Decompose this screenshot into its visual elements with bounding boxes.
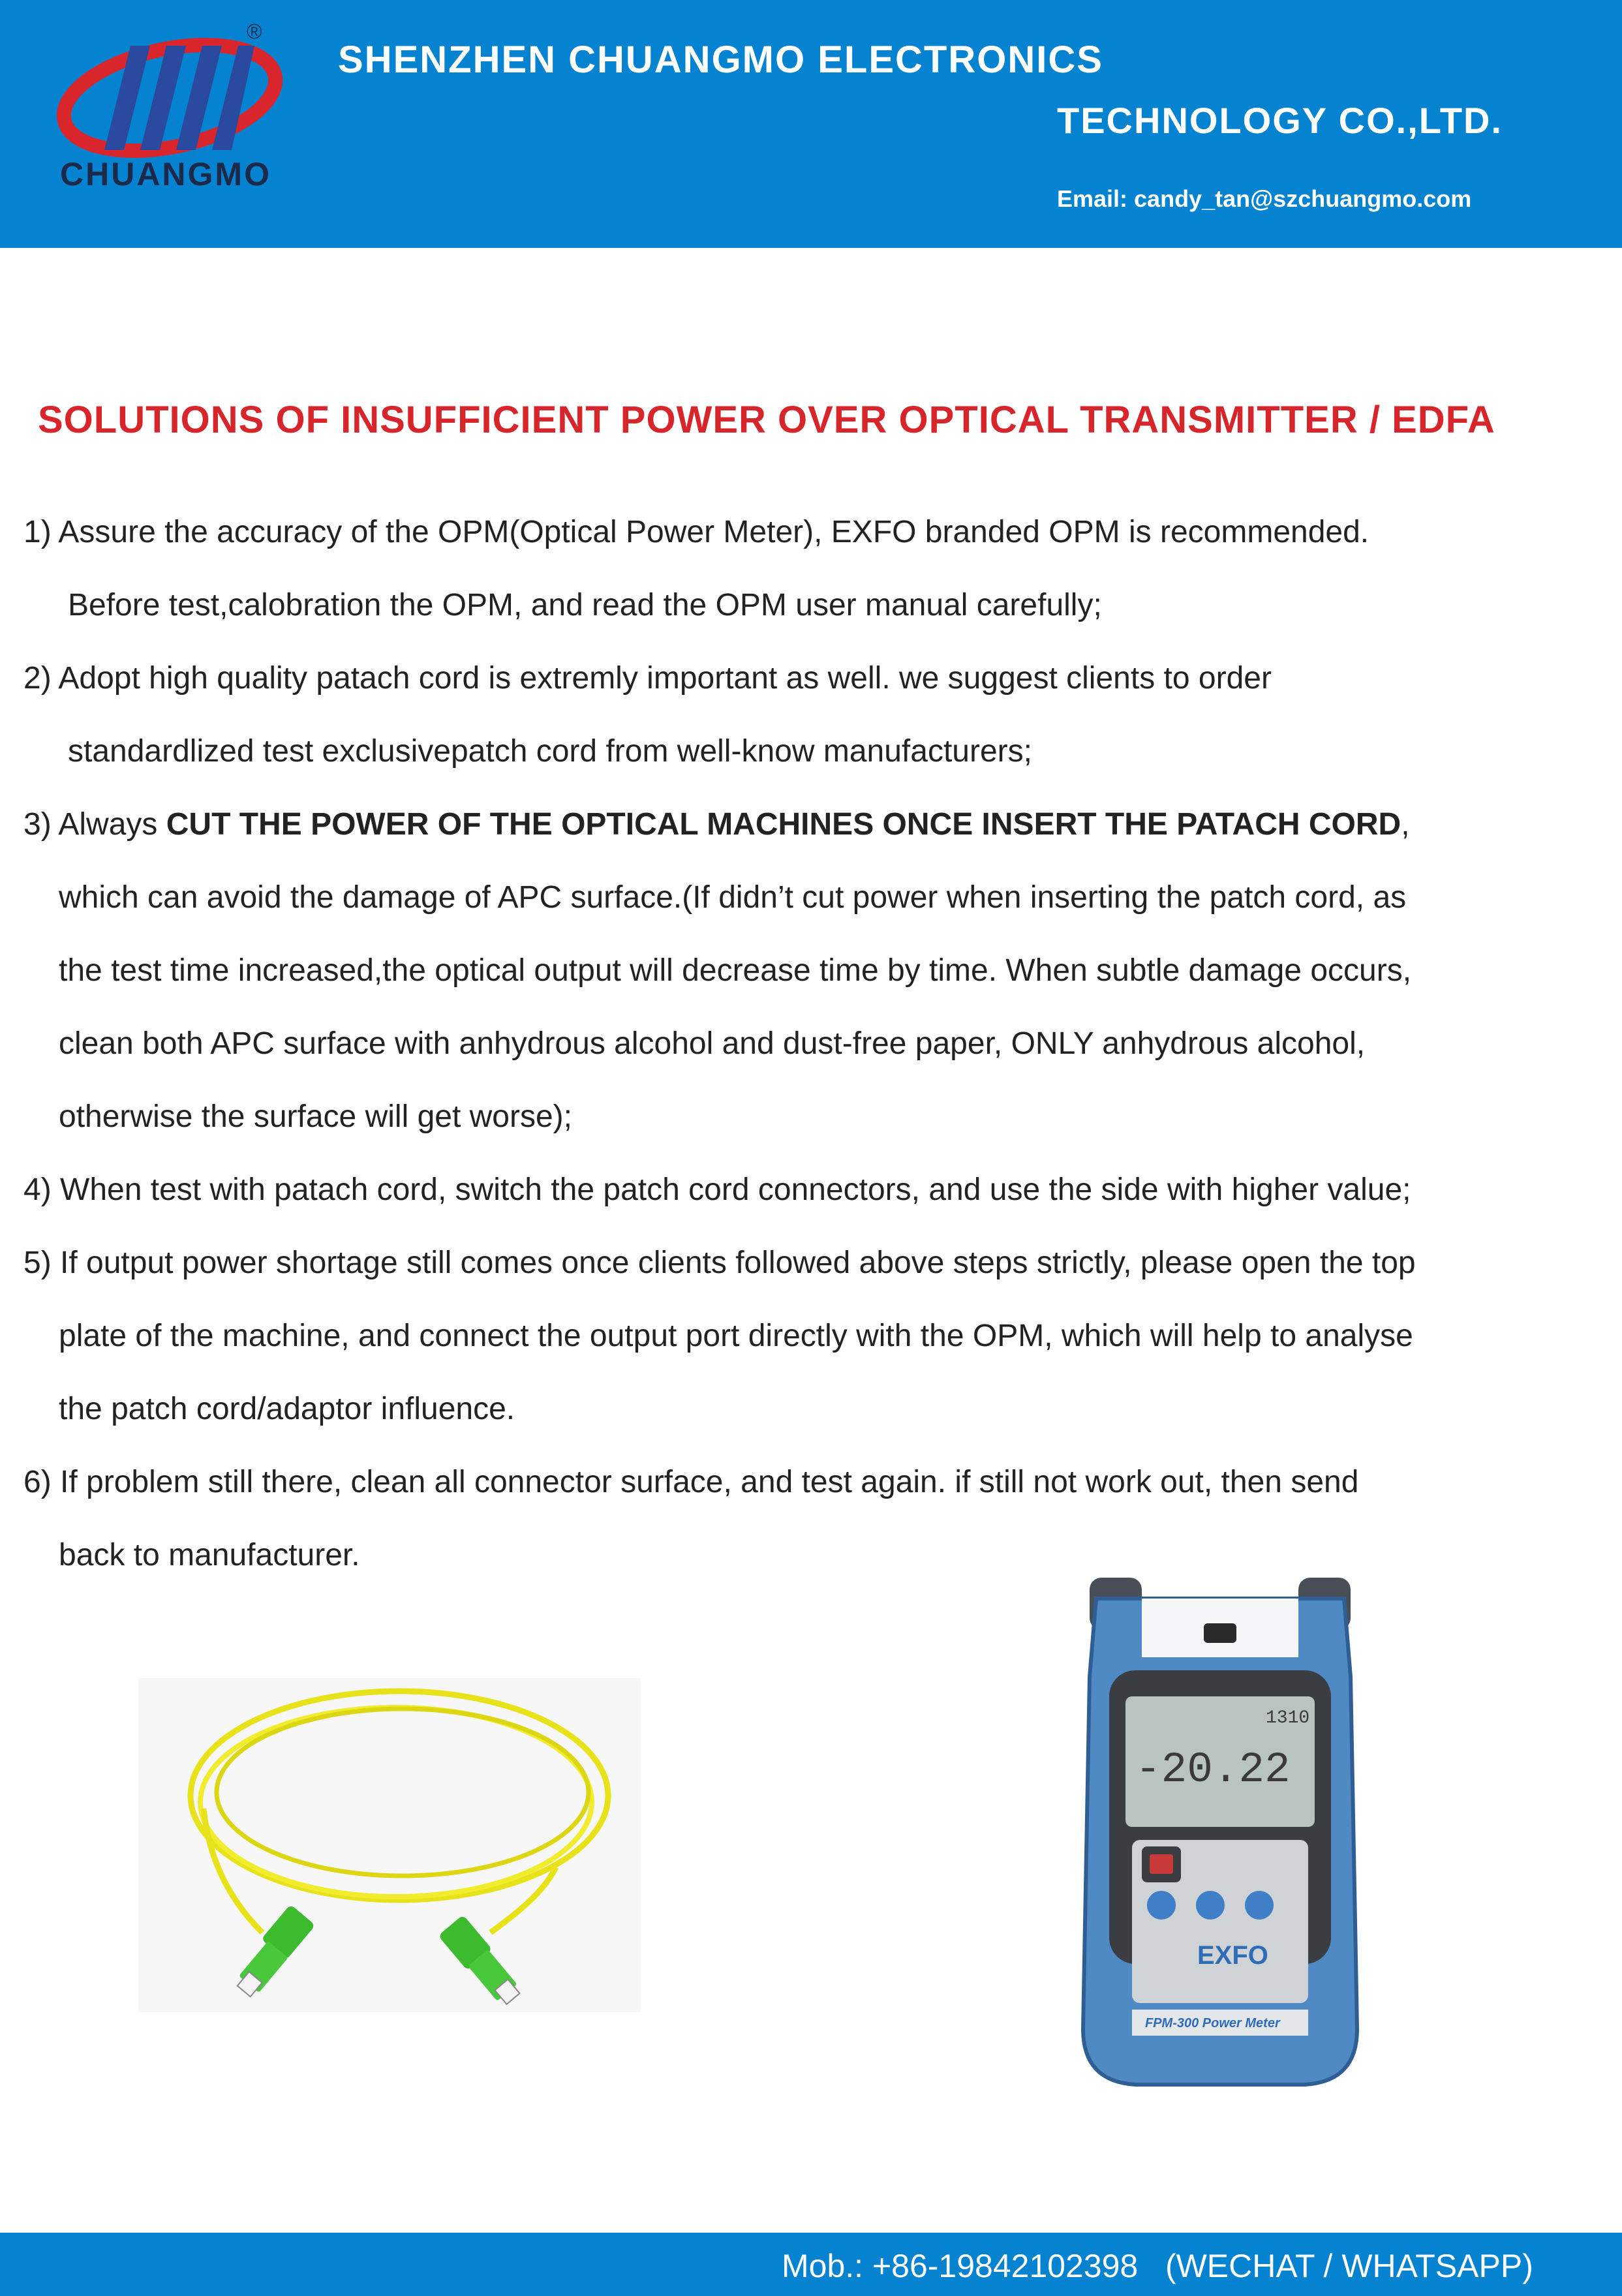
step-1-line-2: Before test,calobration the OPM, and read the OPM user manual carefully;: [68, 588, 1102, 622]
step-6-line-2: back to manufacturer.: [59, 1538, 360, 1572]
step-3-line-2: which can avoid the damage of APC surface.(If didn’t cut power when inserting the patch cord, as: [59, 880, 1407, 915]
step-3-suffix: ,: [1401, 807, 1410, 842]
step-2-line-2: standardlized test exclusivepatch cord from well-know manufacturers;: [68, 734, 1032, 769]
step-5-line-1: 5) If output power shortage still comes once clients followed above steps strictly, please open the top: [23, 1246, 1416, 1280]
step-3-line-1: [23, 806, 1410, 842]
step-1-line-1: 1) Assure the accuracy of the OPM(Optical Power Meter), EXFO branded OPM is recommended.: [23, 515, 1370, 549]
step-3-line-3: the test time increased,the optical output will decrease time by time. When subtle damage occurs,: [59, 953, 1412, 988]
step-2-line-1: 2) Adopt high quality patach cord is extremly important as well. we suggest clients to order: [23, 661, 1272, 696]
meter-wavelength: 1310: [1266, 1708, 1310, 1728]
step-5-line-2: plate of the machine, and connect the output port directly with the OPM, which will help to analyse: [59, 1319, 1413, 1353]
step-3-prefix: 3) Always: [23, 807, 166, 842]
step-6-line-1: 6) If problem still there, clean all connector surface, and test again. if still not work out, then send: [23, 1465, 1359, 1499]
meter-model: FPM-300 Power Meter: [1145, 2016, 1280, 2030]
logo-text: CHUANGMO: [60, 156, 271, 192]
registered-mark: ®: [247, 20, 262, 43]
company-name-line1: SHENZHEN CHUANGMO ELECTRONICS: [338, 38, 1103, 81]
step-3-line-4: clean both APC surface with anhydrous alcohol and dust-free paper, ONLY anhydrous alcohol,: [59, 1026, 1366, 1061]
header-banner: [0, 0, 1622, 248]
patch-cord-image: [138, 1678, 641, 2012]
power-meter-image: [1070, 1572, 1370, 2088]
step-4-line-1: 4) When test with patach cord, switch the patch cord connectors, and use the side with higher value;: [23, 1172, 1411, 1207]
page-title: SOLUTIONS OF INSUFFICIENT POWER OVER OPTICAL TRANSMITTER / EDFA: [38, 399, 1495, 441]
step-3-emphasis: CUT THE POWER OF THE OPTICAL MACHINES ONCE INSERT THE PATACH CORD: [166, 807, 1401, 842]
mobile-contact[interactable]: Mob.: +86-19842102398 (WECHAT / WHATSAPP): [782, 2248, 1533, 2284]
step-5-line-3: the patch cord/adaptor influence.: [59, 1392, 515, 1426]
meter-reading: -20.22: [1135, 1745, 1291, 1794]
meter-brand: EXFO: [1197, 1941, 1268, 1970]
step-3-line-5: otherwise the surface will get worse);: [59, 1099, 572, 1134]
company-name-line2: TECHNOLOGY CO.,LTD.: [1057, 100, 1503, 141]
email-address[interactable]: Email: candy_tan@szchuangmo.com: [1057, 185, 1472, 212]
